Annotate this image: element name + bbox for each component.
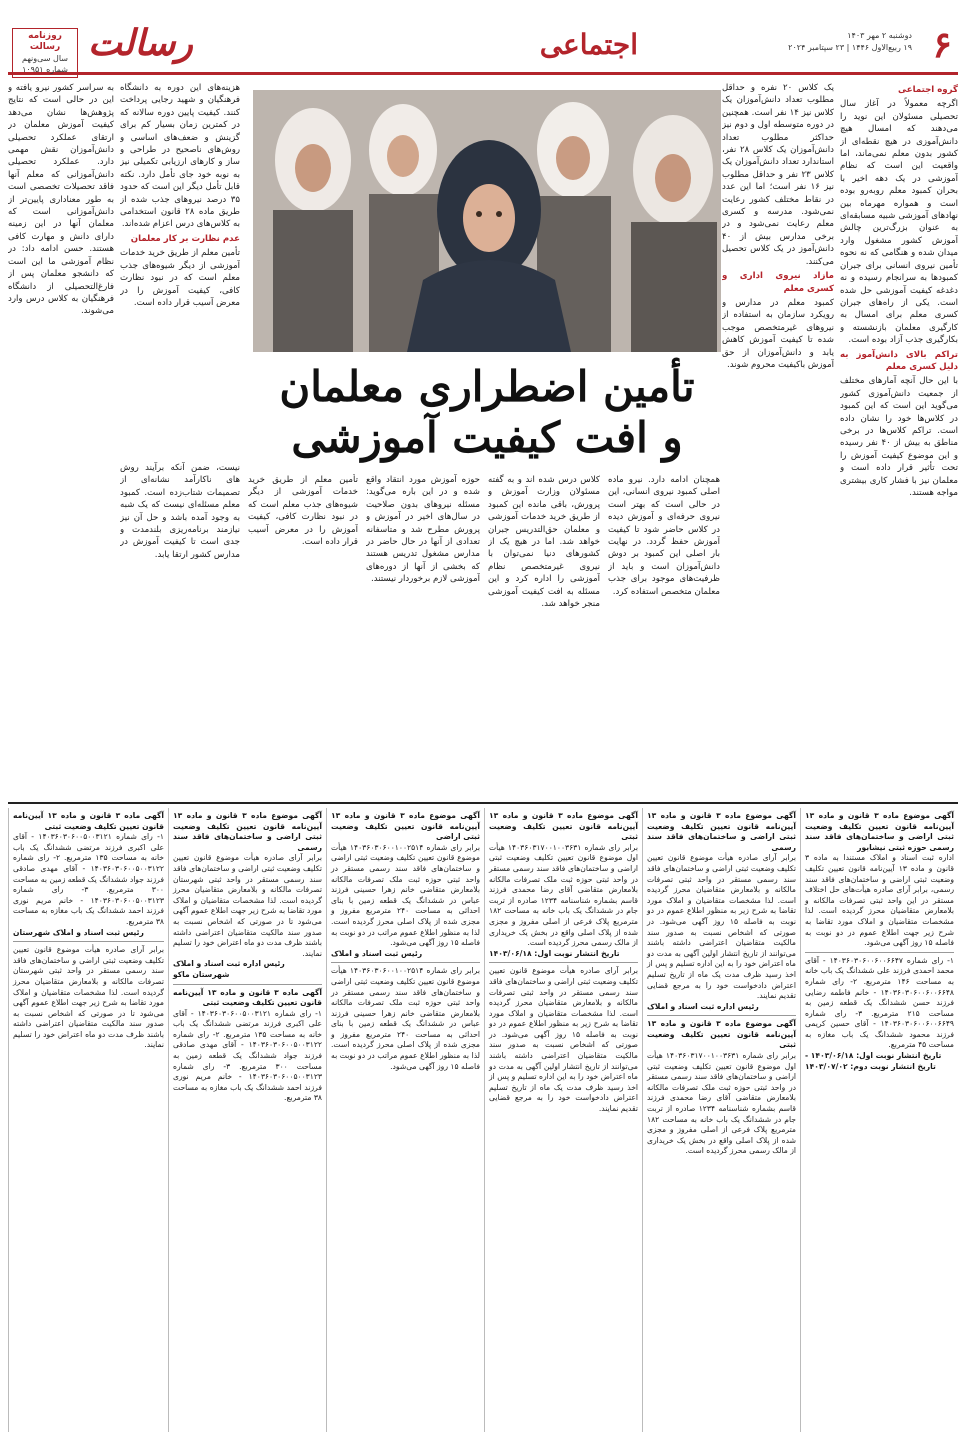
section-title: اجتماعی (539, 28, 638, 61)
notice-body: اداره ثبت اسناد و املاک مستندا به ماده ۳ قانون و ماده ۱۳ آیین‌نامه قانون تعیین تکلیف وضعیت ثبتی اراضی و ساختمان‌های فاقد سند رسمی، برابر آرای صادره هیأت‌های حل اختلاف مستقر در این واحد ثبتی تصرفات مالکانه و بلامعارض متقاضیان محرز گردیده است. لذا مشخصات متقاضیان و املاک مورد تقاضا به شرح زیر جهت اطلاع عموم در دو نوبت به فاصله ۱۵ روز آگهی می‌شود. (805, 853, 954, 948)
edition-year: سال سی‌ونهم (22, 54, 68, 63)
article-column-2 (722, 82, 834, 792)
edition-box (12, 28, 78, 78)
article-paragraph: اگرچه معمولاً در آغاز سال تحصیلی مسئولان این نوید را می‌دهند که امسال هیچ دانش‌آموزی در هیچ نقطه‌ای از کشور بدون معلم نمی‌ماند، اما واقعیت این است که نظام آموزشی در یک دهه اخیر با بحران کمبود معلم روبه‌رو بوده است و همواره مهرماه بین نهادهای آموزشی شبیه مسابقه‌ای به عنوان بزرگ‌ترین چالش آموزش کشور مشغول وارد میدان شده و هنگامی که نه نحوه تأمین نیروی انسانی برای جبران کمبودها به سرانجام رسیده و نه دغدغه کیفیت آموزشی حل شده است. یکی از راه‌های جبران کسری معلم برای امسال به کارگیری معلمان بازنشسته و بکارگیری جذب آزاد بوده است. (840, 99, 958, 346)
notice-signature: رئیس ثبت اسناد و املاک شهرستان (13, 927, 144, 937)
article-column-6 (488, 474, 600, 792)
notice-divider (647, 1015, 796, 1016)
notice-body: برابر آرای صادره هیأت موضوع قانون تعیین تکلیف وضعیت ثبتی اراضی و ساختمان‌های فاقد سند رسمی مستقر در واحد ثبتی تصرفات مالکانه و بلامعارض متقاضیان محرز گردیده است. لذا مشخصات متقاضیان و املاک مورد تقاضا به شرح زیر به منظور اطلاع عموم در دو نوبت به فاصله ۱۵ روز آگهی می‌شود. در صورتی که اشخاص نسبت به صدور سند مالکیت متقاضیان اعتراضی داشته باشند می‌توانند از تاریخ انتشار اولین آگهی به مدت دو ماه اعتراض خود را به این اداره تسلیم و پس از اخذ رسید ظرف مدت یک ماه از تاریخ تسلیم اعتراض دادخواست خود را به مرجع قضایی تقدیم نمایند. (489, 966, 638, 1114)
article-paragraph: همچنان ادامه دارد. نیرو ماده اصلی کمبود نیروی انسانی، این در حالی است که بهتر است نیروی حرفه‌ای و آموزش دیده در کلاس حاضر شود تا کیفیت آموزش حفظ گردد. در نهایت بار اصلی این کمبود بر دوش دانش‌آموزان است و باید از ظرفیت‌های موجود برای جذب معلمان متخصص استفاده کرد. (608, 475, 720, 597)
article-column-3 (120, 82, 240, 452)
article-column-8 (120, 462, 240, 792)
date-other: ۱۹ ربیع‌الاول ۱۴۴۶ | ۲۳ سپتامبر ۲۰۲۴ (788, 43, 912, 52)
article-headline (248, 362, 726, 464)
notice-divider (13, 941, 164, 942)
notice-signature: رئیس ثبت اسناد و املاک (331, 948, 423, 958)
issue-date (788, 30, 912, 54)
notice-title: آگهی ماده ۳ قانون و ماده ۱۳ آیین‌نامه قانون تعیین تکلیف وضعیت ثبتی (13, 811, 164, 831)
article-column-7 (366, 474, 480, 792)
notice-body: ۱- رای شماره ۱۴۰۳۶۰۳۰۶۰۰۵۰۰۳۱۲۱ - آقای علی اکبری فرزند مرتضی ششدانگ یک باب خانه به مساحت ۱۳۵ مترمربع. ۲- رای شماره ۱۴۰۳۶۰۳۰۶۰۰۵۰۰۳۱۲۲ - آقای مهدی صادقی فرزند جواد ششدانگ یک قطعه زمین به مساحت ۳۰۰ مترمربع. ۳- رای شماره ۱۴۰۳۶۰۳۰۶۰۰۵۰۰۳۱۲۳ - خانم مریم نوری فرزند احمد ششدانگ یک باب مغازه به مساحت ۳۸ مترمربع. (173, 1008, 322, 1103)
edition-brand: روزنامه رسالت (28, 31, 62, 52)
notice-signature: رئیس اداره ثبت اسناد و املاک (647, 1001, 759, 1011)
newspaper-logo: رسالت (88, 22, 193, 64)
notice-items: ۱- رای شماره ۱۴۰۳۶۰۳۰۶۰۰۶۰۰۶۶۴۷ - آقای محمد احمدی فرزند علی ششدانگ یک باب خانه به مساحت ۱۴۶ مترمربع. ۲- رای شماره ۱۴۰۳۶۰۳۰۶۰۰۶۰۰۶۶۴۸ - خانم فاطمه رضایی فرزند حسن ششدانگ یک قطعه زمین به مساحت ۲۱۵ مترمربع. ۳- رای شماره ۱۴۰۳۶۰۳۰۶۰۰۶۰۰۶۶۴۹ - آقای حسین کریمی فرزند محمود ششدانگ یک باب مغازه به مساحت ۴۵ مترمربع. (805, 955, 954, 1050)
notice-title: آگهی موضوع ماده ۳ قانون و ماده ۱۳ آیین‌نامه قانون تعیین تکلیف وضعیت ثبتی اراضی (331, 811, 480, 842)
notice-body: برابر رای شماره ۱۴۰۳۶۰۳۰۶۰۰۱۰۰۲۵۱۴ هیأت موضوع قانون تعیین تکلیف وضعیت ثبتی اراضی و ساختمان‌های فاقد سند رسمی مستقر در واحد ثبتی حوزه ثبت ملک تصرفات مالکانه بلامعارض متقاضی خانم زهرا حسینی فرزند عباس در ششدانگ یک قطعه زمین با بنای احداثی به مساحت ۲۴۰ مترمربع مفروز و مجزی شده از پلاک اصلی محرز گردیده است. لذا به منظور اطلاع عموم مراتب در دو نوبت به فاصله ۱۵ روز آگهی می‌شود. (331, 966, 480, 1071)
notice-body: ۱- رای شماره ۱۴۰۳۶۰۳۰۶۰۰۵۰۰۳۱۲۱ - آقای علی اکبری فرزند مرتضی ششدانگ یک باب خانه به مساحت ۱۳۵ مترمربع. ۲- رای شماره ۱۴۰۳۶۰۳۰۶۰۰۵۰۰۳۱۲۲ - آقای مهدی صادقی فرزند جواد ششدانگ یک قطعه زمین به مساحت ۳۰۰ مترمربع. ۳- رای شماره ۱۴۰۳۶۰۳۰۶۰۰۵۰۰۳۱۲۳ - خانم مریم نوری فرزند احمد ششدانگ یک باب مغازه به مساحت ۳۸ مترمربع. (13, 832, 164, 926)
date-persian: دوشنبه ۲ مهر ۱۴۰۳ (847, 31, 912, 40)
legal-notices-section (8, 802, 958, 1432)
notice-body: برابر رای شماره ۱۴۰۳۶۰۳۱۷۰۰۱۰۰۳۶۳۱ هیأت اول موضوع قانون تعیین تکلیف وضعیت ثبتی اراضی و ساختمان‌های فاقد سند رسمی مستقر در واحد ثبتی حوزه ثبت ملک تصرفات مالکانه بلامعارض متقاضی آقای رضا محمدی فرزند قاسم بشماره شناسنامه ۱۲۳۴ صادره از تربت جام در ششدانگ یک باب خانه به مساحت ۱۸۲ مترمربع پلاک فرعی از اصلی مفروز و مجزی شده از پلاک اصلی واقع در بخش یک خریداری از مالک رسمی محرز گردیده است. (647, 1051, 796, 1156)
article-paragraph: کمبود معلم در مدارس و رویکرد سازمان به استفاده از نیروهای غیرمتخصص موجب شده تا کیفیت آموزش کاهش یابد و دانش‌آموزان از حق آموزش باکیفیت محروم شوند. (722, 297, 834, 370)
notice-signature: رئیس اداره ثبت اسناد و املاک شهرستان ماکو (173, 959, 285, 979)
article-photo (253, 90, 721, 352)
article-subheading: تراکم بالای دانش‌آموز به دلیل کسری معلم (840, 349, 958, 372)
notice-column-4 (326, 808, 484, 1432)
notice-column-5 (168, 808, 326, 1432)
notice-signature: تاریخ انتشار نوبت اول: ۱۴۰۳/۰۶/۱۸ - تاریخ انتشار نوبت دوم: ۱۴۰۳/۰۷/۰۲ (805, 1051, 942, 1071)
article-paragraph: تأمین معلم از طریق خرید خدمات آموزشی از دیگر شیوه‌های جذب معلم است که در نبود نظارت کافی، کیفیت آموزش را در معرض آسیب قرار داده است. (120, 248, 240, 308)
article-subheading: عدم نظارت بر کار معلمان (130, 233, 240, 244)
article-service: گروه اجتماعی (898, 85, 958, 95)
notice-divider (331, 962, 480, 963)
page-header (8, 24, 958, 75)
article-paragraph: نیست، ضمن آنکه برآیند روش های ناکارآمد نشانه‌ای از تصمیمات شتاب‌زده است. کمبود معلم مسئله‌ای نیست که یک شبه به وجود آمده باشد و حل آن نیز نیازمند برنامه‌ریزی بلندمدت و جدی است تا کیفیت آموزش در مدارس کشور ارتقا یابد. (120, 463, 240, 560)
notice-column-3 (484, 808, 642, 1432)
notice-column-6 (8, 808, 168, 1432)
headline-line-1: تأمین اضطراری معلمان (279, 362, 695, 411)
notice-title: آگهی موضوع ماده ۳ قانون و ماده ۱۳ آیین‌نامه قانون تعیین تکلیف وضعیت ثبتی اراضی و ساختمان‌های فاقد سند رسمی (647, 811, 796, 852)
article-paragraph: هزینه‌های این دوره به دانشگاه فرهنگیان و شهید رجایی پرداخت کنند. کیفیت پایین دوره سالانه که در کمترین زمان بسیار کم برای گزینش و ضعف‌های اساسی و روش‌های ناصحیح در طراحی و ساز و کارهای ارزیابی تکمیلی نیز به نوبه خود جای تأمل دارد. نکته قابل تأمل دیگر این است که حدود ۳۵ درصد نیروهای جذب شده از طریق ماده ۲۸ قانون استخدامی به کلاس‌های درس اعزام شده‌اند. (120, 83, 240, 230)
article-column-9 (248, 474, 358, 792)
notice-title: آگهی موضوع ماده ۳ قانون و ماده ۱۳ آیین‌نامه قانون تعیین تکلیف وضعیت ثبتی اراضی و ساختمان‌های فاقد سند رسمی حوزه ثبتی نیشابور (805, 811, 954, 852)
notice-divider (805, 952, 954, 953)
notice-body: برابر آرای صادره هیأت موضوع قانون تعیین تکلیف وضعیت ثبتی اراضی و ساختمان‌های فاقد سند رسمی مستقر در واحد ثبتی تصرفات مالکانه و بلامعارض متقاضیان محرز گردیده است. لذا مشخصات متقاضیان و املاک مورد تقاضا به شرح زیر به منظور اطلاع عموم در دو نوبت به فاصله ۱۵ روز آگهی می‌شود. در صورتی که اشخاص نسبت به صدور سند مالکیت متقاضیان اعتراضی داشته باشند می‌توانند از تاریخ انتشار اولین آگهی به مدت دو ماه اعتراض خود را به این اداره تسلیم و پس از اخذ رسید ظرف مدت یک ماه از تاریخ تسلیم اعتراض دادخواست خود را به مرجع قضایی تقدیم نمایند. (647, 853, 796, 1001)
notice-body: برابر رای شماره ۱۴۰۳۶۰۳۱۷۰۰۱۰۰۳۶۳۱ هیأت اول موضوع قانون تعیین تکلیف وضعیت ثبتی اراضی و ساختمان‌های فاقد سند رسمی مستقر در واحد ثبتی حوزه ثبت ملک تصرفات مالکانه بلامعارض متقاضی آقای رضا محمدی فرزند قاسم بشماره شناسنامه ۱۲۳۴ صادره از تربت جام در ششدانگ یک باب خانه به مساحت ۱۸۲ مترمربع پلاک فرعی از اصلی مفروز و مجزی شده از پلاک اصلی واقع در بخش یک خریداری از مالک رسمی محرز گردیده است. (489, 842, 638, 948)
article-column-4 (8, 82, 114, 792)
page-number: ۶ (932, 24, 952, 66)
article-paragraph: به سراسر کشور نیرو یافته و این در حالی است که نتایج پژوهش‌ها نشان می‌دهد کیفیت آموزش معلمان در ارتقای عملکرد تحصیلی دانش‌آموزان نقش مهمی دارد. عملکرد تحصیلی دانش‌آموزانی که معلم آنها فاقد تحصیلات تخصصی است به طور معناداری پایین‌تر از دانش‌آموزانی است که معلمان آنها در این زمینه دارای دانش و مهارت کافی هستند. حسن ادامه داد: در نظام آموزشی ما این است که دانشجو معلمان پس از فارغ‌التحصیلی از دانشگاه فرهنگیان به کلاس درس وارد می‌شوند. (8, 83, 114, 317)
article-paragraph: کلاس درس شده اند و به گفته مسئولان وزارت آموزش و پرورش، باقی مانده این کمبود از طریق خرید خدمات آموزشی و معلمان حق‌التدریس جبران خواهد شد. اما در هیچ یک از کشورهای دنیا نمی‌توان با نیروی غیرمتخصص نظام آموزشی را اداره کرد و این مسئله به افت کیفیت آموزشی منجر خواهد شد. (488, 475, 600, 610)
notice-signature: تاریخ انتشار نوبت اول: ۱۴۰۳/۰۶/۱۸ (489, 948, 620, 958)
notice-body: برابر رای شماره ۱۴۰۳۶۰۳۰۶۰۰۱۰۰۲۵۱۴ هیأت موضوع قانون تعیین تکلیف وضعیت ثبتی اراضی و ساختمان‌های فاقد سند رسمی مستقر در واحد ثبتی حوزه ثبت ملک تصرفات مالکانه بلامعارض متقاضی خانم زهرا حسینی فرزند عباس در ششدانگ یک قطعه زمین با بنای احداثی به مساحت ۲۴۰ مترمربع مفروز و مجزی شده از پلاک اصلی محرز گردیده است. لذا به منظور اطلاع عموم مراتب در دو نوبت به فاصله ۱۵ روز آگهی می‌شود. (331, 842, 480, 948)
edition-number: شماره ۱۰۹۵۱ (22, 65, 68, 74)
notice-title: آگهی ماده ۳ قانون و ماده ۱۳ آیین‌نامه قانون تعیین تکلیف وضعیت ثبتی (173, 987, 322, 1008)
notice-body: برابر آرای صادره هیأت موضوع قانون تعیین تکلیف وضعیت ثبتی اراضی و ساختمان‌های فاقد سند رسمی مستقر در واحد ثبتی شهرستان تصرفات مالکانه و بلامعارض متقاضیان محرز گردیده است. لذا مشخصات متقاضیان و املاک مورد تقاضا به شرح زیر جهت اطلاع عموم آگهی می‌شود تا در صورتی که اشخاص نسبت به صدور سند مالکیت متقاضیان اعتراضی داشته باشند ظرف مدت دو ماه اعتراض خود را تسلیم نمایند. (173, 853, 322, 958)
headline-line-2: و افت کیفیت آموزشی (291, 413, 683, 462)
schoolgirls-illustration (253, 90, 721, 352)
article-paragraph: با این حال آنچه آمارهای مختلف از جمعیت دانش‌آموزی کشور می‌گوید این است که این کمبود در کلاس‌ها خود را نشان داده است. تراکم کلاس‌ها در برخی مناطق به بیش از ۴۰ نفر رسیده و این موضوع کیفیت آموزش را تحت تأثیر قرار داده است و معلمان نیز با فشار کاری بیشتری مواجه هستند. (840, 376, 958, 498)
article-column-5 (608, 474, 720, 792)
main-article (8, 82, 958, 800)
article-subheading: مازاد نیروی اداری و کسری معلم (722, 271, 834, 294)
notice-title: آگهی موضوع ماده ۳ قانون و ماده ۱۳ آیین‌نامه قانون تعیین تکلیف وضعیت ثبتی (647, 1019, 796, 1050)
article-paragraph: حوزه آموزش مورد انتقاد واقع شده و در این باره می‌گوید: مسئله نیروهای بدون صلاحیت در سال‌های اخیر در آموزش و پرورش مطرح شد و متاسفانه تعدادی از آنها در حال حاضر در مدارس مشغول تدریس هستند که بخشی از آنها از دوره‌های آموزشی لازم برخوردار نیستند. (366, 475, 480, 585)
notice-column-2 (642, 808, 800, 1432)
notice-column-1 (800, 808, 958, 1432)
notice-title: آگهی موضوع ماده ۳ قانون و ماده ۱۳ آیین‌نامه قانون تعیین تکلیف وضعیت ثبتی (489, 811, 638, 842)
notice-divider (489, 962, 638, 963)
notice-title: آگهی موضوع ماده ۳ قانون و ماده ۱۳ آیین‌نامه قانون تعیین تکلیف وضعیت ثبتی اراضی و ساختمان‌های فاقد سند رسمی (173, 811, 322, 852)
article-paragraph: یک کلاس ۲۰ نفره و حداقل مطلوب تعداد دانش‌آموزان یک کلاس نیز ۱۴ نفر است. همچنین در دوره متوسطه اول و دوم نیز حداکثر مطلوب تعداد دانش‌آموزان یک کلاس ۲۸ نفر، استاندارد تعداد دانش‌آموزان یک کلاس ۲۳ نفر و حداقل مطلوب نیز ۱۶ نفر است؛ اما این عدد در نقاط مختلف کشور رعایت نمی‌شود. مدرسه و کسری معلم رعایت نمی‌شود و در برخی مدارس بیش از ۴۰ دانش‌آموز در یک کلاس تحصیل می‌کنند. (722, 83, 834, 267)
notice-divider (173, 984, 322, 985)
article-column-1 (840, 82, 958, 792)
article-paragraph: تأمین معلم از طریق خرید خدمات آموزشی از دیگر شیوه‌های جذب معلم است که در نبود نظارت کافی، کیفیت آموزش را در معرض آسیب قرار داده است. (248, 475, 358, 548)
notice-body: برابر آرای صادره هیأت موضوع قانون تعیین تکلیف وضعیت ثبتی اراضی و ساختمان‌های فاقد سند رسمی مستقر در واحد ثبتی شهرستان تصرفات مالکانه و بلامعارض متقاضیان محرز گردیده است. لذا مشخصات متقاضیان و املاک مورد تقاضا به شرح زیر جهت اطلاع عموم آگهی می‌شود تا در صورتی که اشخاص نسبت به صدور سند مالکیت متقاضیان اعتراضی داشته باشند ظرف مدت دو ماه اعتراض خود را تسلیم نمایند. (13, 945, 164, 1050)
